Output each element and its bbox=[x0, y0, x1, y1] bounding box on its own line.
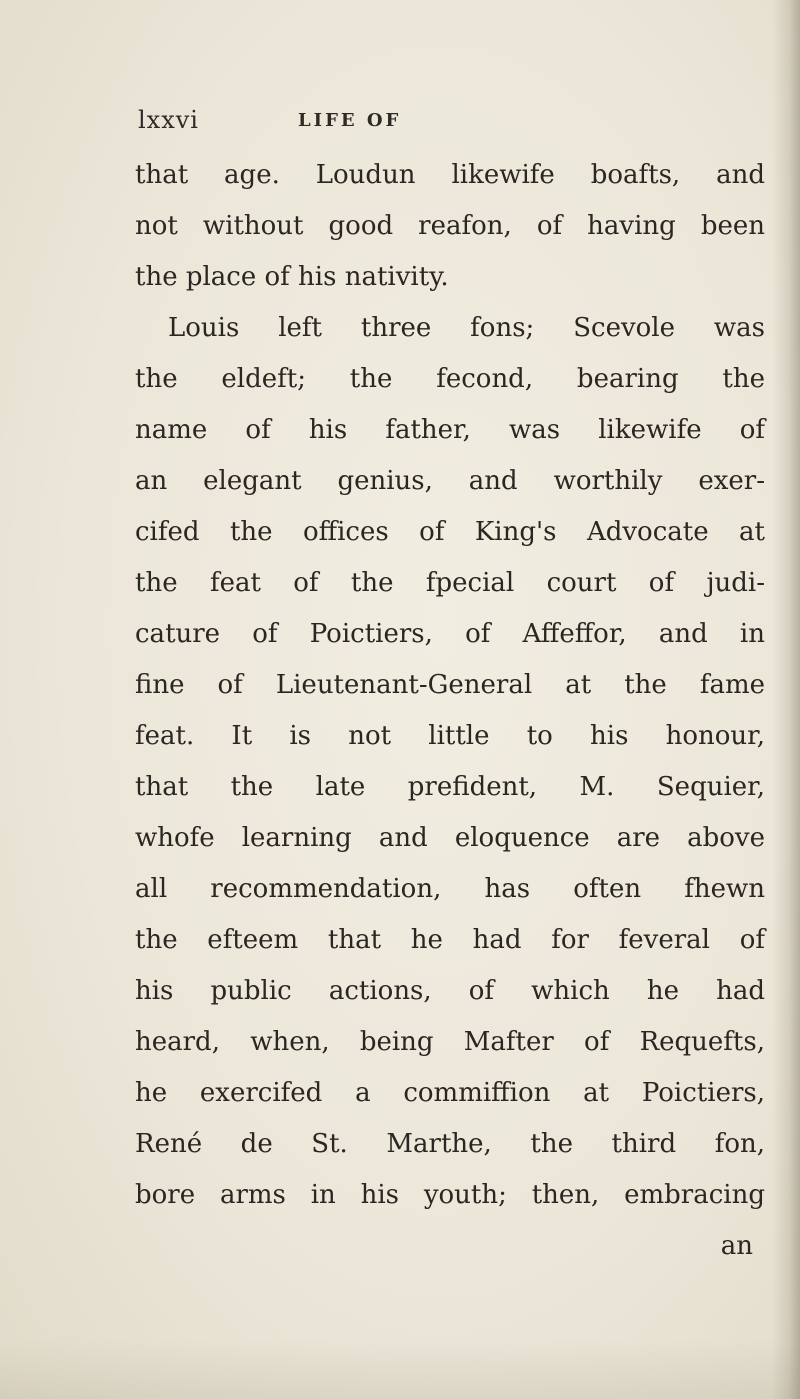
text-line: his public actions, of which he had bbox=[135, 976, 765, 1006]
text-line: that the late prefident, M. Sequier, bbox=[135, 772, 765, 802]
catchword: an bbox=[720, 1231, 753, 1261]
page-edge-shadow bbox=[772, 0, 800, 1399]
page-bottom-shadow bbox=[0, 1339, 800, 1399]
text-line: heard, when, being Mafter of Requefts, bbox=[135, 1027, 765, 1057]
text-line: the place of his nativity. bbox=[135, 262, 449, 292]
text-line: whofe learning and eloquence are above bbox=[135, 823, 765, 853]
text-line: feat. It is not little to his honour, bbox=[135, 721, 765, 751]
text-line: an elegant genius, and worthily exer- bbox=[135, 466, 765, 496]
text-line: bore arms in his youth; then, embracing bbox=[135, 1180, 765, 1210]
text-line: the efteem that he had for feveral of bbox=[135, 925, 765, 955]
text-line: name of his father, was likewife of bbox=[135, 415, 765, 445]
page-header bbox=[138, 106, 698, 146]
text-line: he exercifed a commiffion at Poictiers, bbox=[135, 1078, 765, 1108]
text-line: the eldeft; the fecond, bearing the bbox=[135, 364, 765, 394]
text-line: René de St. Marthe, the third fon, bbox=[135, 1129, 765, 1159]
text-line: Louis left three fons; Scevole was bbox=[168, 313, 765, 343]
body-text bbox=[135, 150, 765, 1272]
text-line: not without good reafon, of having been bbox=[135, 211, 765, 241]
text-line: that age. Loudun likewife boafts, and bbox=[135, 160, 765, 190]
running-head: LIFE OF bbox=[298, 110, 402, 131]
text-line: cifed the offices of King's Advocate at bbox=[135, 517, 765, 547]
text-line: fine of Lieutenant-General at the fame bbox=[135, 670, 765, 700]
page-number: lxxvi bbox=[138, 106, 199, 134]
text-line: the feat of the fpecial court of judi- bbox=[135, 568, 765, 598]
text-line: all recommendation, has often fhewn bbox=[135, 874, 765, 904]
text-line: cature of Poictiers, of Affeffor, and in bbox=[135, 619, 765, 649]
